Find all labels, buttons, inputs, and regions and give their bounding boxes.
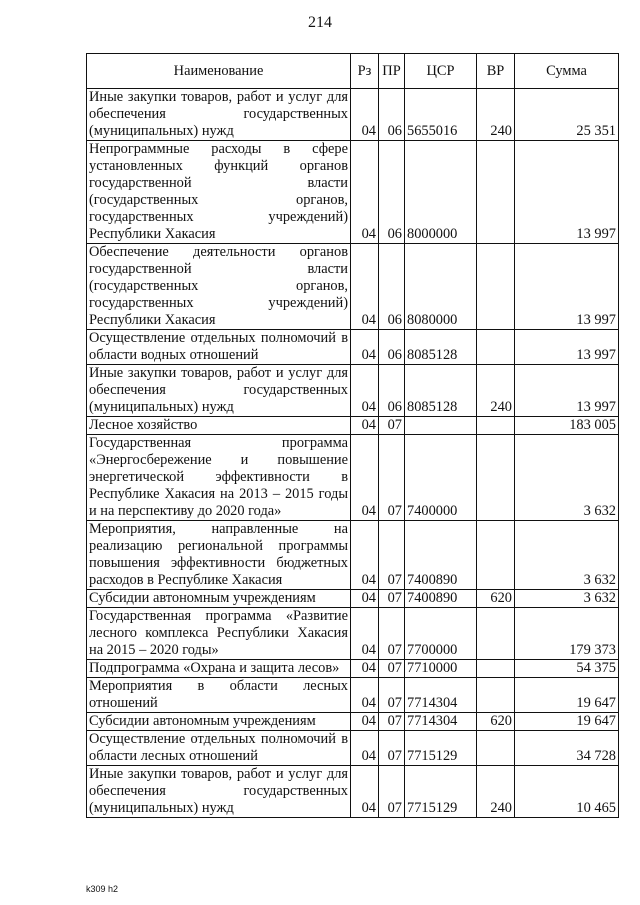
row-rz: 04: [351, 590, 379, 608]
row-sum: 25 351: [515, 89, 619, 141]
footer-code: k309 h2: [86, 884, 119, 894]
row-sum: 3 632: [515, 590, 619, 608]
row-csr: 8085128: [405, 330, 477, 365]
row-name: Непрограммные расходы в сфере установленных функций органов государственной власти (государственных органов, государственных учреждений) Республики Хакасия: [87, 141, 351, 244]
row-vr: 240: [477, 766, 515, 818]
row-rz: 04: [351, 141, 379, 244]
row-csr: 7715129: [405, 731, 477, 766]
row-name: Осуществление отдельных полномочий в области лесных отношений: [87, 731, 351, 766]
row-rz: 04: [351, 731, 379, 766]
table-row: [87, 608, 619, 660]
row-csr: 7710000: [405, 660, 477, 678]
row-rz: 04: [351, 660, 379, 678]
row-pr: 07: [379, 417, 405, 435]
row-name: Лесное хозяйство: [87, 417, 351, 435]
row-csr: 7714304: [405, 678, 477, 713]
row-csr: [405, 417, 477, 435]
table-row: [87, 89, 619, 141]
row-sum: 183 005: [515, 417, 619, 435]
row-sum: 34 728: [515, 731, 619, 766]
row-rz: 04: [351, 678, 379, 713]
table-row: [87, 521, 619, 590]
row-sum: 3 632: [515, 435, 619, 521]
row-rz: 04: [351, 365, 379, 417]
row-rz: 04: [351, 417, 379, 435]
table-row: [87, 330, 619, 365]
row-name: Мероприятия, направленные на реализацию региональной программы повышения эффективности бюджетных расходов в Республике Хакасия: [87, 521, 351, 590]
row-pr: 06: [379, 141, 405, 244]
page-number: 214: [308, 14, 332, 31]
column-header-sum: Сумма: [515, 54, 619, 89]
row-name: Субсидии автономным учреждениям: [87, 590, 351, 608]
row-name: Иные закупки товаров, работ и услуг для обеспечения государственных (муниципальных) нужд: [87, 766, 351, 818]
row-vr: [477, 435, 515, 521]
row-csr: 7700000: [405, 608, 477, 660]
row-pr: 07: [379, 435, 405, 521]
row-name: Государственная программа «Энергосбережение и повышение энергетической эффективности в Республике Хакасия на 2013 – 2015 годы и на перспективу до 2020 года»: [87, 435, 351, 521]
row-rz: 04: [351, 766, 379, 818]
row-vr: [477, 521, 515, 590]
row-pr: 06: [379, 244, 405, 330]
row-sum: 19 647: [515, 713, 619, 731]
row-rz: 04: [351, 89, 379, 141]
row-rz: 04: [351, 713, 379, 731]
row-name: Государственная программа «Развитие лесного комплекса Республики Хакасия на 2015 – 2020 годы»: [87, 608, 351, 660]
row-name: Обеспечение деятельности органов государственной власти (государственных органов, государственных учреждений) Республики Хакасия: [87, 244, 351, 330]
column-header-pr: ПР: [379, 54, 405, 89]
row-vr: 240: [477, 89, 515, 141]
row-csr: 7400890: [405, 521, 477, 590]
row-name: Иные закупки товаров, работ и услуг для обеспечения государственных (муниципальных) нужд: [87, 365, 351, 417]
row-pr: 06: [379, 89, 405, 141]
table-row: [87, 713, 619, 731]
table-row: [87, 365, 619, 417]
table-row: [87, 766, 619, 818]
budget-table: [86, 53, 619, 818]
row-rz: 04: [351, 521, 379, 590]
row-sum: 54 375: [515, 660, 619, 678]
row-vr: 620: [477, 590, 515, 608]
row-pr: 07: [379, 731, 405, 766]
row-vr: [477, 678, 515, 713]
row-vr: [477, 660, 515, 678]
row-pr: 07: [379, 590, 405, 608]
row-vr: [477, 417, 515, 435]
row-vr: 240: [477, 365, 515, 417]
row-pr: 07: [379, 713, 405, 731]
row-name: Иные закупки товаров, работ и услуг для обеспечения государственных (муниципальных) нужд: [87, 89, 351, 141]
table-row: [87, 141, 619, 244]
row-sum: 3 632: [515, 521, 619, 590]
row-pr: 07: [379, 660, 405, 678]
row-csr: 7714304: [405, 713, 477, 731]
row-pr: 06: [379, 365, 405, 417]
row-vr: [477, 244, 515, 330]
row-rz: 04: [351, 435, 379, 521]
table-row: [87, 435, 619, 521]
row-name: Подпрограмма «Охрана и защита лесов»: [87, 660, 351, 678]
row-sum: 19 647: [515, 678, 619, 713]
column-header-csr: ЦСР: [405, 54, 477, 89]
row-sum: 13 997: [515, 141, 619, 244]
table-row: [87, 590, 619, 608]
table-row: [87, 660, 619, 678]
row-pr: 07: [379, 521, 405, 590]
row-sum: 13 997: [515, 330, 619, 365]
table-row: [87, 417, 619, 435]
row-vr: 620: [477, 713, 515, 731]
row-name: Мероприятия в области лесных отношений: [87, 678, 351, 713]
row-rz: 04: [351, 608, 379, 660]
row-csr: 8000000: [405, 141, 477, 244]
row-pr: 07: [379, 766, 405, 818]
row-rz: 04: [351, 244, 379, 330]
row-pr: 07: [379, 678, 405, 713]
row-name: Осуществление отдельных полномочий в области водных отношений: [87, 330, 351, 365]
row-csr: 8080000: [405, 244, 477, 330]
row-vr: [477, 141, 515, 244]
row-csr: 8085128: [405, 365, 477, 417]
row-rz: 04: [351, 330, 379, 365]
table-row: [87, 678, 619, 713]
row-csr: 7715129: [405, 766, 477, 818]
row-vr: [477, 330, 515, 365]
row-pr: 07: [379, 608, 405, 660]
row-sum: 179 373: [515, 608, 619, 660]
row-name: Субсидии автономным учреждениям: [87, 713, 351, 731]
row-vr: [477, 731, 515, 766]
column-header-name: Наименование: [87, 54, 351, 89]
row-vr: [477, 608, 515, 660]
table-row: [87, 244, 619, 330]
row-sum: 13 997: [515, 244, 619, 330]
row-csr: 7400000: [405, 435, 477, 521]
row-csr: 5655016: [405, 89, 477, 141]
column-header-vr: ВР: [477, 54, 515, 89]
row-pr: 06: [379, 330, 405, 365]
row-csr: 7400890: [405, 590, 477, 608]
column-header-rz: Рз: [351, 54, 379, 89]
table-header-row: [87, 54, 619, 89]
row-sum: 10 465: [515, 766, 619, 818]
row-sum: 13 997: [515, 365, 619, 417]
table-row: [87, 731, 619, 766]
